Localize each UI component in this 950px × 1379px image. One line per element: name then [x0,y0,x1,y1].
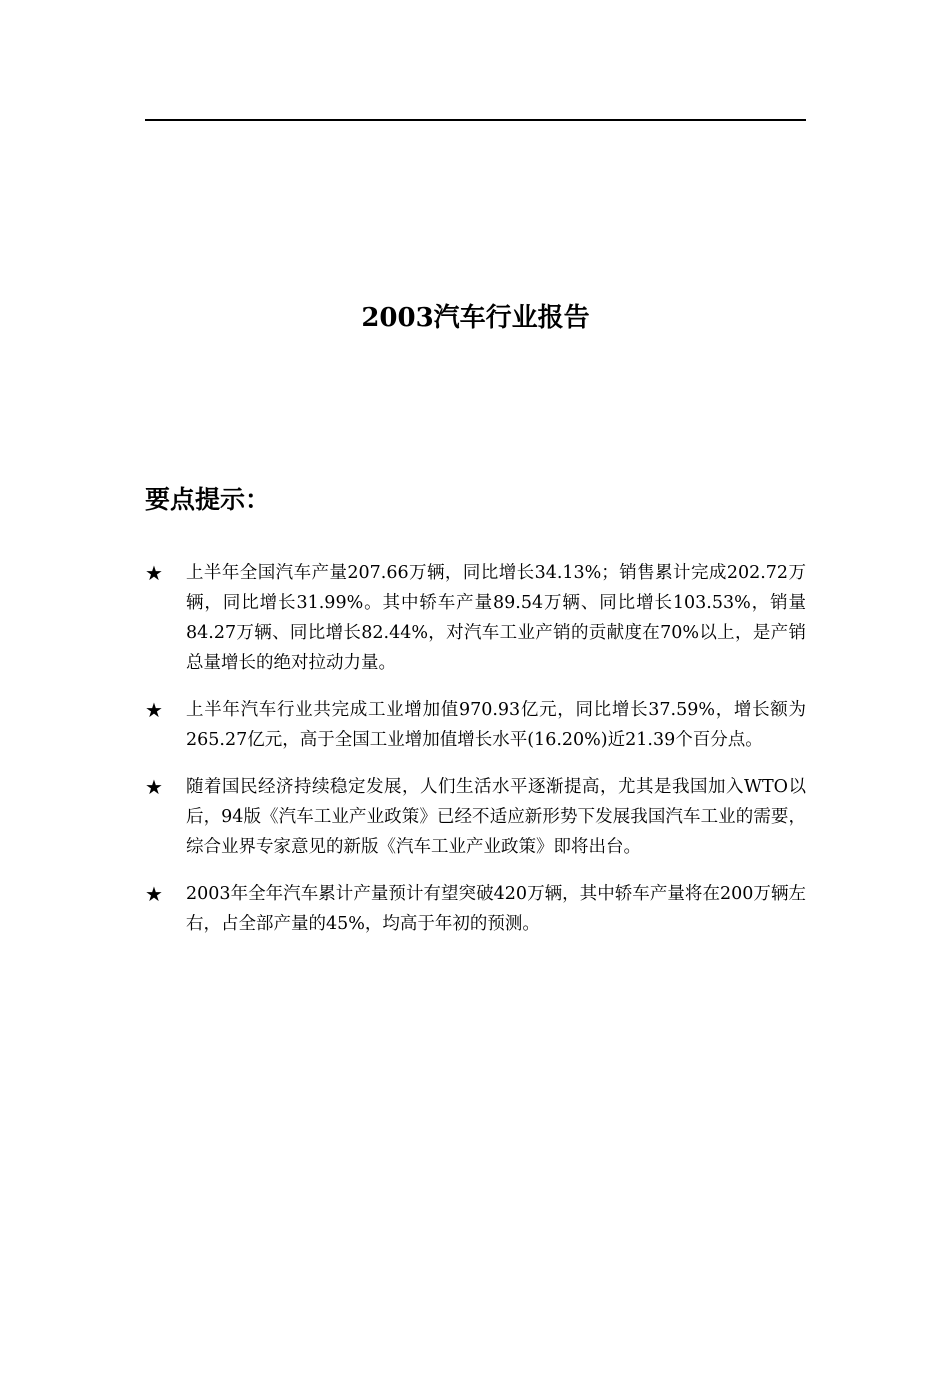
header-rule [145,119,806,121]
report-title: 2003汽车行业报告 [361,303,590,333]
star-bullet-icon: ★ [145,882,163,906]
key-point-item [145,558,806,678]
key-points-list [145,558,806,955]
key-point-item [145,772,806,862]
key-point-item [145,695,806,755]
key-points-heading: 要点提示： [145,485,271,514]
star-bullet-icon: ★ [145,775,163,799]
key-point-text: 2003年全年汽车累计产量预计有望突破420万辆，其中轿车产量将在200万辆左右，占全部产量的45%，均高于年初的预测。 [186,884,806,934]
key-point-text: 随着国民经济持续稳定发展，人们生活水平逐渐提高，尤其是我国加入WTO以后，94版《汽车工业产业政策》已经不适应新形势下发展我国汽车工业的需要，综合业界专家意见的新版《汽车工业产业政策》即将出台。 [186,777,806,857]
key-point-item [145,879,806,939]
star-bullet-icon: ★ [145,698,163,722]
key-point-text: 上半年汽车行业共完成工业增加值970.93亿元，同比增长37.59%，增长额为265.27亿元，高于全国工业增加值增长水平(16.20%)近21.39个百分点。 [186,700,806,750]
key-point-text: 上半年全国汽车产量207.66万辆，同比增长34.13%；销售累计完成202.72万辆，同比增长31.99%。其中轿车产量89.54万辆、同比增长103.53%，销量84.27万辆、同比增长82.44%，对汽车工业产销的贡献度在70%以上，是产销总量增长的绝对拉动力量。 [186,563,806,673]
star-bullet-icon: ★ [145,561,163,585]
